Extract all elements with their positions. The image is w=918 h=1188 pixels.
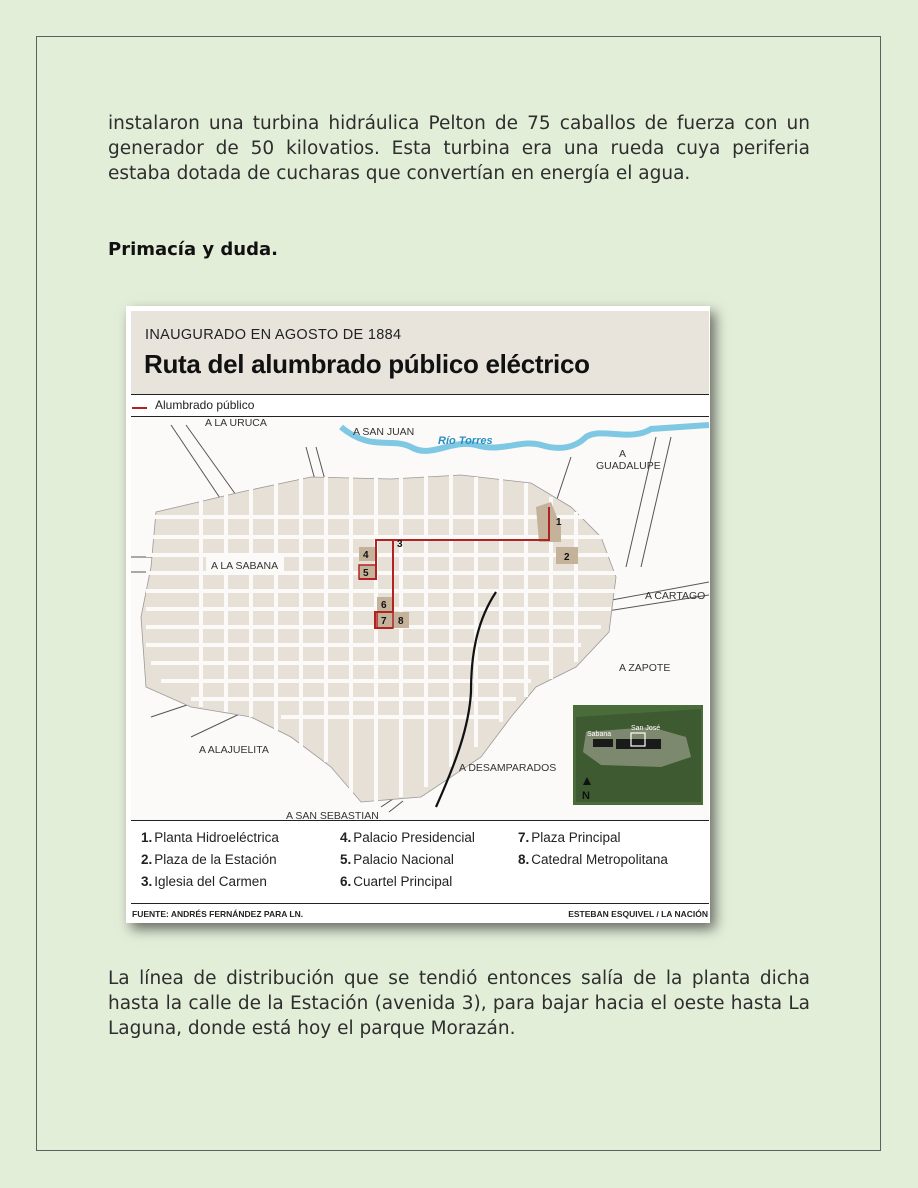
- legend-divider-top: [131, 394, 709, 395]
- legend-route-label: Alumbrado público: [155, 398, 255, 412]
- inset-label-sabana: Sabana: [587, 731, 612, 738]
- section-heading: Primacía y duda.: [108, 239, 278, 260]
- key-item-8: 8. Catedral Metropolitana: [518, 852, 668, 867]
- footer-divider: [131, 903, 709, 904]
- key-item-4: 4. Palacio Presidencial: [340, 830, 475, 845]
- figure-title: Ruta del alumbrado público eléctrico: [144, 349, 590, 379]
- key-item-6: 6. Cuartel Principal: [340, 874, 453, 889]
- label-sabana: A LA SABANA: [211, 560, 279, 572]
- figure-header: [131, 311, 709, 395]
- label-uruca: A LA URUCA: [205, 417, 267, 429]
- key-divider: [131, 820, 709, 821]
- map-number-8: 8: [398, 616, 404, 627]
- figure-source: FUENTE: ANDRÉS FERNÁNDEZ PARA LN.: [132, 909, 304, 919]
- label-desamparados: A DESAMPARADOS: [459, 762, 557, 774]
- label-guadalupe: GUADALUPE: [596, 460, 661, 472]
- map-number-4: 4: [363, 550, 369, 561]
- label-zapote: A ZAPOTE: [619, 662, 671, 674]
- key-item-5: 5. Palacio Nacional: [340, 852, 454, 867]
- body-paragraph-1: instalaron una turbina hidráulica Pelton de 75 caballos de fuerza con un generador de 50 kilovatios. Esta turbina era una rueda cuya periferia estaba dotada de cucharas que convertían en energía el agua.: [108, 113, 810, 184]
- body-paragraph-2: La línea de distribución que se tendió entonces salía de la planta dicha hasta la calle de la Estación (avenida 3), para bajar hacia el oeste hasta La Laguna, donde está hoy el parque Morazán.: [108, 968, 810, 1039]
- figure-credit: ESTEBAN ESQUIVEL / LA NACIÓN: [568, 909, 708, 919]
- map-number-7: 7: [381, 616, 387, 627]
- key-item-3: 3. Iglesia del Carmen: [141, 874, 267, 889]
- figure-kicker: INAUGURADO EN AGOSTO DE 1884: [145, 327, 402, 343]
- key-item-1: 1. Planta Hidroeléctrica: [141, 830, 279, 845]
- inset-locator-map: [573, 705, 703, 805]
- map-number-3: 3: [397, 539, 403, 550]
- map-number-6: 6: [381, 600, 387, 611]
- label-san-juan: A SAN JUAN: [353, 426, 415, 438]
- key-item-2: 2. Plaza de la Estación: [141, 852, 277, 867]
- city-map: [131, 417, 709, 820]
- map-number-1: 1: [556, 517, 562, 528]
- label-guadalupe-a: A: [619, 448, 627, 460]
- map-number-5: 5: [363, 568, 369, 579]
- label-alajuelita: A ALAJUELITA: [199, 744, 269, 756]
- label-cartago: A CARTAGO: [645, 590, 706, 602]
- label-rio-torres: Río Torres: [438, 435, 493, 447]
- map-number-2: 2: [564, 552, 570, 563]
- legend-route-swatch: [132, 407, 147, 409]
- north-label: N: [582, 790, 590, 802]
- inset-label-san-jose: San José: [631, 725, 661, 732]
- route-map-figure: [126, 306, 710, 923]
- label-san-sebastian: A SAN SEBASTIAN: [286, 810, 379, 820]
- key-item-7: 7. Plaza Principal: [518, 830, 621, 845]
